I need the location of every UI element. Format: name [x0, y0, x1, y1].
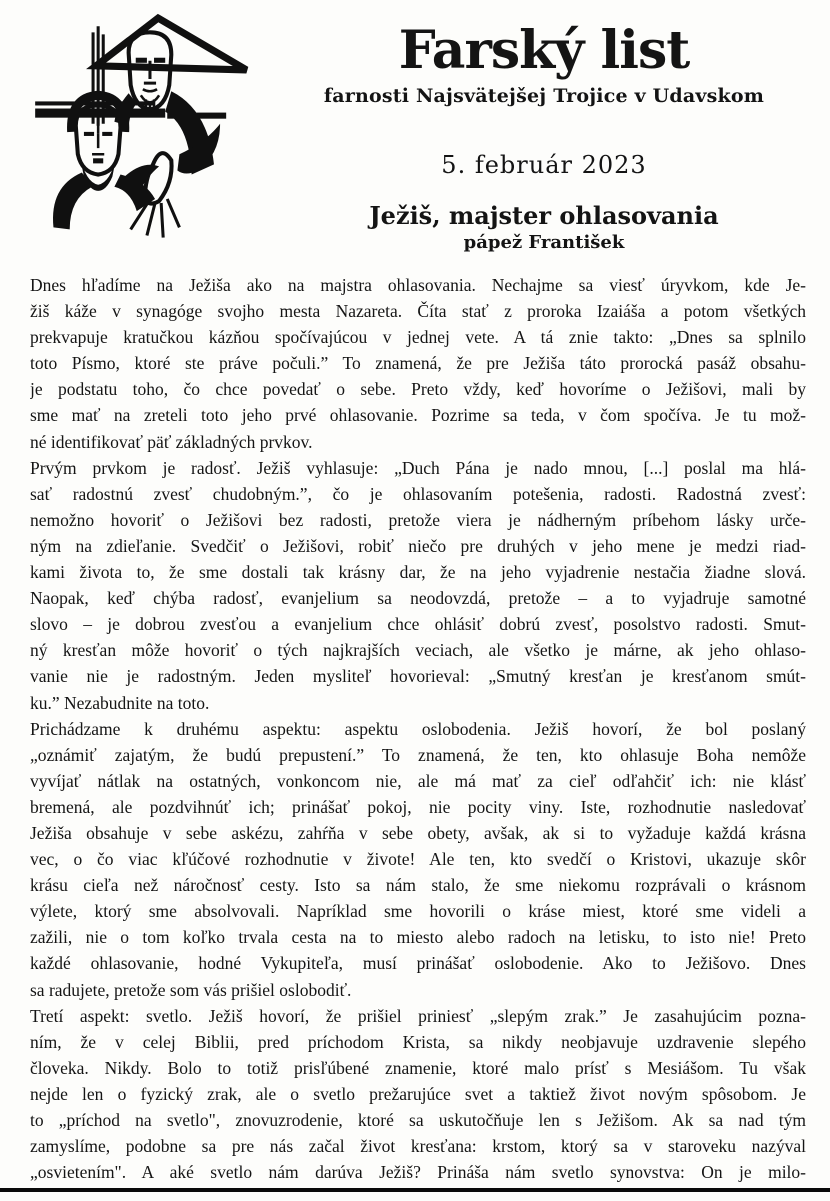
text-line: ním, že v celej Biblii, pred príchodom Krista, sa nikdy neobjavuje uzdravenie slepého — [30, 1031, 806, 1052]
text-line: kami života to, že sme dostali tak krásny dar, že na jeho vyjadrenie nestačia žiadne slová. — [30, 562, 806, 583]
text-line: zamyslíme, podobne sa pre nás začal život kresťana: krstom, ktorý sa v staroveku nazýval — [30, 1136, 806, 1157]
text-line: žiš káže v synagóge svojho mesta Nazareta. Číta stať z proroka Izaiáša a potom všetkých — [30, 301, 806, 322]
text-line: človeka. Nikdy. Bolo to totiž prisľúbené znamenie, ktoré malo prísť s Mesiášom. Tu však — [30, 1057, 806, 1078]
text-line: né identifikovať päť základných prvkov. — [30, 431, 313, 452]
text-line: ný kresťan môže hovoriť o tých najkrajších veciach, ale všetko je márne, ak jeho ohlaso- — [30, 640, 806, 661]
text-line: Prvým prvkom je radosť. Ježiš vyhlasuje: „Duch Pána je nado mnou, [...] poslal ma hlá- — [30, 457, 806, 478]
text-line: nejde len o fyzický zrak, ale o svetlo prežarujúce svet a taktiež život novým spôsobom. Je — [30, 1083, 806, 1104]
masthead — [300, 0, 830, 253]
paragraph — [30, 272, 806, 455]
text-line: to „príchod na svetlo", znovuzrodenie, ktoré sa uskutočňuje len s Ježišom. Ak sa nad tým — [30, 1110, 806, 1130]
text-line: sať radostnú zvesť chudobným.”, čo je ohlasovaním potešenia, radosti. Radostná zvesť: — [30, 483, 806, 504]
newsletter-header — [0, 0, 830, 266]
text-line: vyvíjať nátlak na ostatných, vonkoncom nie, ale má mať za cieľ odľahčiť ich: nie klásť — [30, 770, 806, 791]
article-title: Ježiš, majster ohlasovania — [369, 200, 719, 230]
text-line: toto Písmo, ktoré ste práve počuli.” To znamená, že pre Ježiša táto prorocká pasáž obsahu- — [30, 353, 806, 374]
issue-date: 5. február 2023 — [441, 150, 647, 179]
text-line: výlete, ktorý sme absolvovali. Napríklad sme hovorili o kráse miest, ktoré sme videli a — [30, 901, 806, 922]
holy-trinity-icon — [32, 12, 272, 266]
text-line: vec, o čo viac kľúčové rozhodnutie v živote! Ale ten, kto svedčí o Kristovi, ukazuje skôr — [30, 849, 806, 870]
text-line: krásu cieľa než náročnosť cesty. Isto sa nám stalo, že sme niekomu rozprávali o krásnom — [30, 875, 806, 896]
article-body — [0, 266, 830, 1185]
text-line: Prichádzame k druhému aspektu: aspektu oslobodenia. Ježiš hovorí, že bol poslaný — [30, 718, 806, 739]
text-line: sme mať na zreteli toto jeho prvé ohlasovanie. Pozrime sa teda, v čom spočíva. Je tu mož- — [30, 405, 806, 426]
text-line: „osvietením". A aké svetlo nám darúva Ježiš? Prináša nám svetlo synovstva: On je milo- — [30, 1162, 806, 1183]
holy-trinity-illustration — [0, 0, 300, 266]
text-line: slovo – je dobrou zvesťou a evanjelium chce ohlásiť dobrú zvesť, posolstvo radosti. Smut- — [30, 614, 806, 635]
text-line: Naopak, keď chýba radosť, evanjelium sa neodovzdá, pretože – a to vyjadruje samotné — [30, 588, 806, 609]
text-line: Tretí aspekt: svetlo. Ježiš hovorí, že prišiel priniesť „slepým zrak.” Je zasahujúcim pozna- — [30, 1005, 806, 1026]
paragraph — [30, 455, 806, 716]
article-author: pápež František — [463, 231, 625, 253]
text-line: „oznámiť zajatým, že budú prepustení.” To znamená, že ten, kto ohlasuje Boha nemôže — [30, 744, 806, 765]
text-line: vanie nie je radostným. Jeden mysliteľ hovorieval: „Smutný kresťan je kresťanom smút- — [30, 666, 806, 687]
text-line: je podstatu toho, čo chce povedať o sebe. Preto vždy, keď hovoríme o Ježišovi, mali by — [30, 379, 806, 400]
text-line: ku.” Nezabudnite na toto. — [30, 692, 210, 713]
paragraph — [30, 1003, 806, 1186]
text-line: Dnes hľadíme na Ježiša ako na majstra ohlasovania. Nechajme sa viesť úryvkom, kde Je- — [30, 275, 806, 295]
text-line: zažili, nie o tom koľko trvala cesta na to miesto alebo radoch na letisku, to isto nie! Preto — [30, 927, 806, 948]
page-bottom-rule — [0, 1188, 830, 1192]
text-line: prekvapuje kratučkou kázňou spočívajúcou v jednej vete. A tá znie takto: „Dnes sa splnilo — [30, 327, 806, 348]
paragraph — [30, 716, 806, 1003]
text-line: nemožno hovoriť o Ježišovi bez radosti, pretože viera je nádherným príbehom lásky urče- — [30, 509, 806, 530]
text-line: sa radujete, pretože som vás prišiel oslobodiť. — [30, 979, 352, 1000]
text-line: ným na zdieľanie. Svedčiť o Ježišovi, robiť niečo pre druhých v jeho mene je medzi riad- — [30, 535, 806, 556]
text-line: Ježiša obsahuje v sebe askézu, zahŕňa v sebe obety, avšak, ak si to vyžaduje každá krásna — [30, 822, 806, 843]
newsletter-title: Farský list — [398, 20, 690, 81]
text-line: každé ohlasovanie, hodné Vykupiteľa, musí prinášať oslobodenie. Ako to Ježišovo. Dnes — [30, 953, 806, 974]
newsletter-subtitle: farnosti Najsvätejšej Trojice v Udavskom — [323, 84, 765, 107]
text-line: bremená, ale pozdvihnúť ich; prinášať pokoj, nie pocity viny. Iste, rozhodnutie nasledovať — [30, 796, 806, 817]
